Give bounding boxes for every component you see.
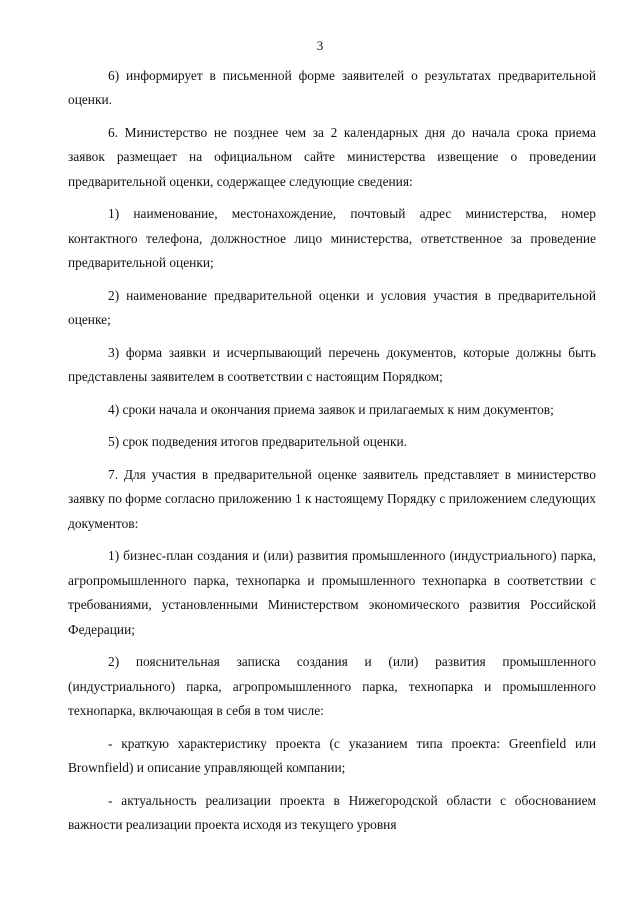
paragraph-item-5-results-date: 5) срок подведения итогов предварительной оценки. xyxy=(108,434,407,450)
paragraph-bullet-relevance: - актуальность реализации проекта в Нижегородской области с обоснованием важности реализации проекта исходя из текущего уровня xyxy=(68,792,596,833)
paragraph-bullet-project-summary: - краткую характеристику проекта (с указанием типа проекта: Greenfield или Brownfield) и описание управляющей компании; xyxy=(68,735,596,776)
page-number: 3 xyxy=(316,38,324,53)
paragraph-clause-6: 6. Министерство не позднее чем за 2 календарных дня до начала срока приема заявок размещает на официальном сайте министерства извещение о проведении предварительной оценки, содержащее следующие сведения: xyxy=(68,125,596,189)
paragraph-item-1-business-plan: 1) бизнес-план создания и (или) развития промышленного (индустриального) парка, агропромышленного парка, технопарка и промышленного технопарка в соответствии с требованиями, установленными Министерством экономического развития Российской Федерации; xyxy=(68,548,596,637)
paragraph-clause-7: 7. Для участия в предварительной оценке заявитель представляет в министерство заявку по форме согласно приложению 1 к настоящему Порядку с приложением следующих документов: xyxy=(68,467,596,531)
paragraph-item-4-deadlines: 4) сроки начала и окончания приема заявок и прилагаемых к ним документов; xyxy=(108,401,554,417)
paragraph-item-2-explanatory-note: 2) пояснительная записка создания и (или) развития промышленного (индустриального) парка, агропромышленного парка, технопарка и промышленного технопарка, включающая в себя в том числе: xyxy=(68,654,596,719)
document-body xyxy=(68,64,596,837)
paragraph-item-3-application-form: 3) форма заявки и исчерпывающий перечень документов, которые должны быть представлены заявителем в соответствии с настоящим Порядком; xyxy=(68,344,596,385)
paragraph-item-6-inform: 6) информирует в письменной форме заявителей о результатах предварительной оценки. xyxy=(68,68,596,108)
paragraph-item-2-conditions: 2) наименование предварительной оценки и условия участия в предварительной оценке; xyxy=(68,287,596,328)
paragraph-item-1-ministry-info: 1) наименование, местонахождение, почтовый адрес министерства, номер контактного телефона, должностное лицо министерства, ответственное за проведение предварительной оценки; xyxy=(68,206,596,271)
